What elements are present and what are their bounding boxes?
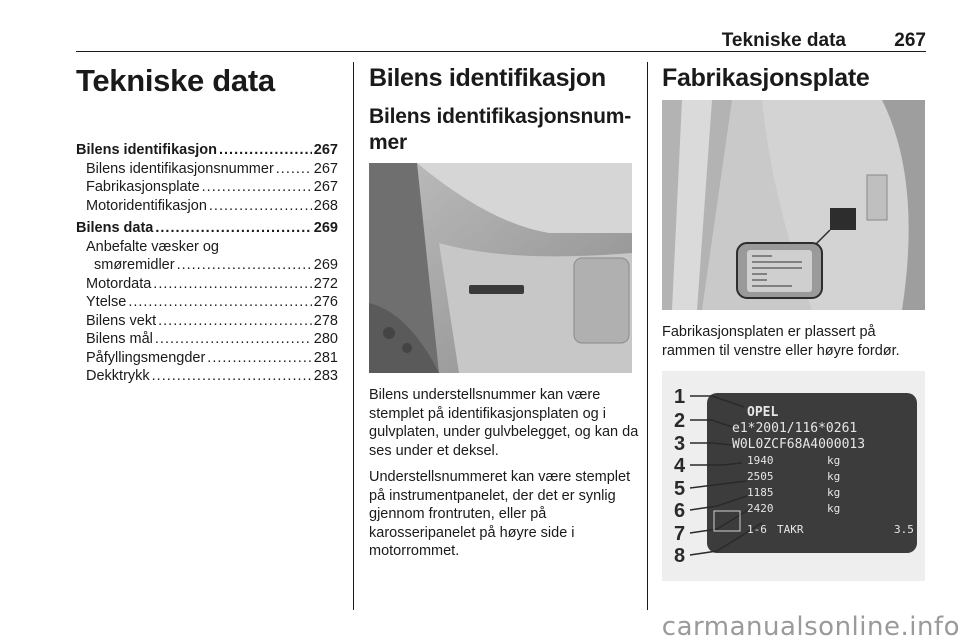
callout-2: 2 — [674, 410, 686, 432]
plate-paragraph-1: Fabrikasjonsplaten er plassert på rammen til venstre eller høyre fordør. — [662, 324, 900, 359]
plate-bottom-right: 3.5 — [894, 523, 914, 536]
callout-8: 8 — [674, 545, 686, 567]
plate-approval-number: e1*2001/116*0261 — [732, 421, 858, 436]
left-column — [76, 62, 346, 100]
toc-leader — [207, 349, 312, 368]
toc-label: Motoridentifikasjon — [86, 197, 207, 214]
toc-label: Påfyllingsmengder — [86, 349, 206, 366]
toc-leader — [155, 219, 311, 238]
right-text — [662, 323, 928, 368]
vin-photo-illustration — [369, 163, 632, 373]
plate-weight-1: 1940 — [747, 454, 774, 467]
watermark: carmanualsonline.info — [661, 612, 960, 642]
plate-unit-2: kg — [827, 470, 841, 483]
column-divider-right — [647, 62, 648, 610]
toc-entry[interactable] — [76, 349, 338, 368]
callout-1: 1 — [674, 386, 686, 408]
toc-entry[interactable] — [76, 178, 338, 197]
toc-entry[interactable] — [76, 219, 338, 238]
header-section-title: Tekniske data — [721, 30, 846, 51]
right-column — [662, 62, 926, 94]
plate-bottom-left: 1-6 — [747, 523, 767, 536]
middle-column — [369, 62, 637, 156]
toc-page: 283 — [313, 368, 338, 384]
toc-page: 278 — [313, 312, 338, 329]
column-divider-left — [353, 62, 354, 610]
toc-page: 276 — [313, 294, 338, 310]
toc-page: 269 — [313, 220, 338, 236]
toc-leader — [128, 293, 311, 312]
toc-label: Bilens data — [76, 220, 154, 236]
toc-entry[interactable] — [76, 293, 338, 312]
plate-weight-2: 2505 — [747, 470, 774, 483]
plate-unit-4: kg — [827, 502, 841, 515]
plate-diagram-illustration — [662, 371, 925, 581]
vin-location-photo — [369, 163, 632, 373]
toc-label: Bilens mål — [86, 331, 153, 347]
header-page-number: 267 — [894, 30, 926, 51]
callout-4: 4 — [674, 455, 686, 477]
toc-page: 272 — [313, 275, 338, 292]
toc-entry[interactable] — [76, 197, 338, 216]
toc-label: Dekktrykk — [86, 368, 150, 384]
vin-paragraph-2: Understellsnummeret kan være stemplet på instrumentpanelet, der det er synlig gjennom frontruten, eller på karosseripanelet på høyre side i motorrommet. — [369, 469, 631, 559]
plate-location-photo — [662, 100, 925, 310]
callout-3: 3 — [674, 433, 686, 455]
section-heading: Bilens identifikasjon — [369, 64, 606, 92]
plate-brand: OPEL — [747, 405, 779, 420]
toc-leader — [209, 197, 312, 216]
toc-page: 268 — [313, 197, 338, 214]
toc-page: 280 — [313, 331, 338, 347]
toc-leader — [158, 312, 312, 331]
toc-leader — [276, 160, 312, 179]
plate-bottom-mid: TAKR — [777, 523, 804, 536]
toc-entry[interactable] — [76, 275, 338, 294]
toc-label: Fabrikasjonsplate — [86, 179, 200, 195]
toc-entry[interactable] — [76, 141, 338, 160]
toc-label: Ytelse — [86, 294, 127, 310]
vin-paragraph-1: Bilens understellsnummer kan være stemplet på identifikasjonsplaten og i gulvplaten, under gulvbelegget, og kan da ses under et deksel. — [369, 387, 639, 459]
plate-unit-3: kg — [827, 486, 841, 499]
toc-label: smøremidler — [94, 257, 175, 273]
table-of-contents — [76, 141, 338, 386]
toc-entry[interactable] — [76, 312, 338, 331]
plate-diagram — [662, 371, 925, 581]
toc-leader — [155, 330, 312, 349]
toc-label: Bilens identifikasjonsnummer — [86, 160, 274, 177]
toc-leader — [153, 275, 312, 294]
plate-marker — [830, 208, 856, 230]
toc-entry[interactable] — [76, 160, 338, 179]
callout-5: 5 — [674, 478, 686, 500]
toc-label: Bilens identifikasjon — [76, 142, 217, 158]
callout-7: 7 — [674, 523, 686, 545]
toc-page: 281 — [313, 349, 338, 366]
toc-entry[interactable] — [76, 238, 338, 257]
toc-entry[interactable] — [76, 330, 338, 349]
toc-page: 267 — [313, 160, 338, 177]
toc-entry[interactable] — [76, 256, 338, 275]
subsection-heading: Bilens identifikasjonsnum- mer — [369, 105, 632, 154]
toc-leader — [177, 256, 312, 275]
plate-weight-3: 1185 — [747, 486, 774, 499]
chapter-title: Tekniske data — [76, 63, 275, 98]
toc-entry[interactable] — [76, 367, 338, 386]
toc-page: 267 — [313, 142, 338, 158]
toc-label: Anbefalte væsker og — [86, 238, 219, 255]
plate-unit-1: kg — [827, 454, 841, 467]
toc-leader — [152, 367, 312, 386]
plate-weight-4: 2420 — [747, 502, 774, 515]
callout-6: 6 — [674, 500, 686, 522]
toc-page: 269 — [313, 257, 338, 273]
toc-label: Motordata — [86, 275, 152, 292]
toc-label: Bilens vekt — [86, 312, 157, 329]
page-header — [76, 30, 926, 52]
toc-page: 267 — [313, 179, 338, 195]
header-rule — [76, 51, 926, 52]
middle-text — [369, 386, 641, 569]
toc-leader — [219, 141, 312, 160]
toc-leader — [202, 178, 312, 197]
section-heading: Fabrikasjonsplate — [662, 64, 870, 92]
plate-photo-illustration — [662, 100, 925, 310]
plate-vin: W0L0ZCF68A4000013 — [732, 437, 866, 452]
